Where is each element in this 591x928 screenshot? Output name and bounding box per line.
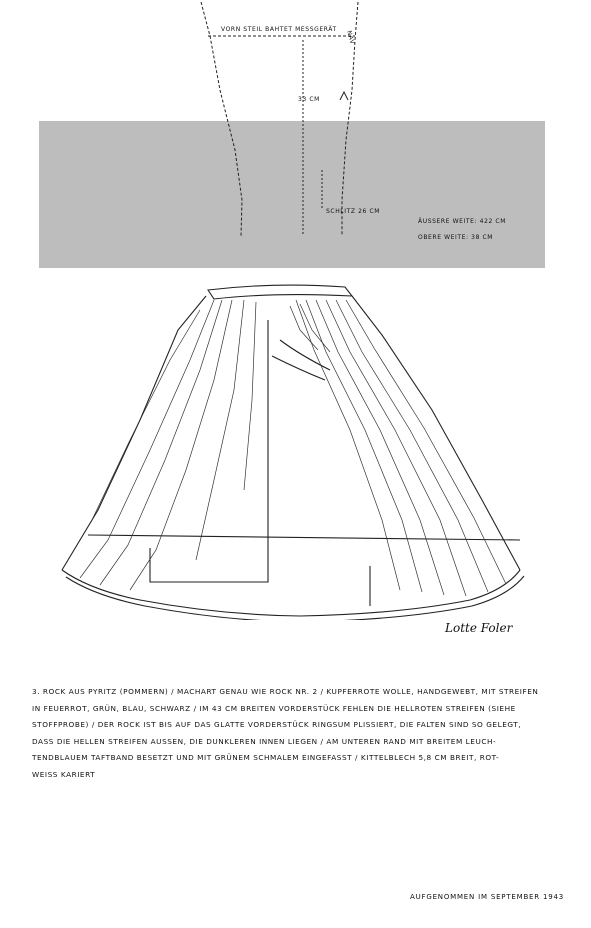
artist-signature: Lotte Foler xyxy=(445,621,513,635)
caption-line: STOFFPROBE) / DER ROCK IST BIS AUF DAS GLATTE VORDERSTÜCK RINGSUM PLISSIERT, DIE FALTEN SIND SO GELEGT, xyxy=(32,720,522,730)
recorded-date: AUFGENOMMEN IM SEPTEMBER 1943 xyxy=(410,893,564,901)
skirt-waistband xyxy=(208,285,352,299)
skirt-pleats xyxy=(80,300,506,596)
pattern-upper-width-label: OBERE WEITE: 38 CM xyxy=(418,234,494,241)
slit-edge-upper xyxy=(272,356,325,380)
pattern-depth-label: SCHLITZ 26 CM xyxy=(326,208,381,215)
pattern-top-label: VORN STEIL BAHTET MESSGERÄT xyxy=(221,26,337,33)
skirt-border-line xyxy=(88,535,520,540)
skirt-left-outline xyxy=(62,296,206,570)
pattern-arrow xyxy=(340,92,348,100)
slit-edge-lower xyxy=(280,340,330,370)
caption-line: 3. ROCK AUS PYRITZ (POMMERN) / MACHART GENAU WIE ROCK NR. 2 / KUPFERROTE WOLLE, HANDGEWEBT, MIT STREIFEN xyxy=(32,687,539,696)
pattern-outer-width-label: ÄUSSERE WEITE: 422 CM xyxy=(418,218,506,225)
caption-text xyxy=(32,684,552,784)
caption-line: WEISS KARIERT xyxy=(32,769,96,779)
pattern-corner-label: NAV xyxy=(345,30,356,46)
front-panel-outline xyxy=(150,320,268,582)
pattern-length-label: 33 CM xyxy=(298,96,320,103)
caption-line: IN FEUERROT, GRÜN, BLAU, SCHWARZ / IM 43 CM BREITEN VORDERSTÜCK FEHLEN DIE HELLROTEN STREIFEN (SIEHE xyxy=(32,703,516,713)
skirt-drawing xyxy=(40,280,550,620)
pattern-left-edge xyxy=(201,2,242,236)
caption-line: DASS DIE HELLEN STREIFEN AUSSEN, DIE DUNKLEREN INNEN LIEGEN / AM UNTEREN RAND MIT BREITEM LEUCH- xyxy=(32,736,497,746)
skirt-right-outline xyxy=(352,296,520,570)
caption-line: TENDBLAUEM TAFTBAND BESETZT UND MIT GRÜNEM SCHMALEM EINGEFASST / KITTELBLECH 5,8 CM BREIT, ROT- xyxy=(32,753,500,763)
pattern-drawing xyxy=(0,0,591,280)
skirt-hem xyxy=(62,570,520,616)
